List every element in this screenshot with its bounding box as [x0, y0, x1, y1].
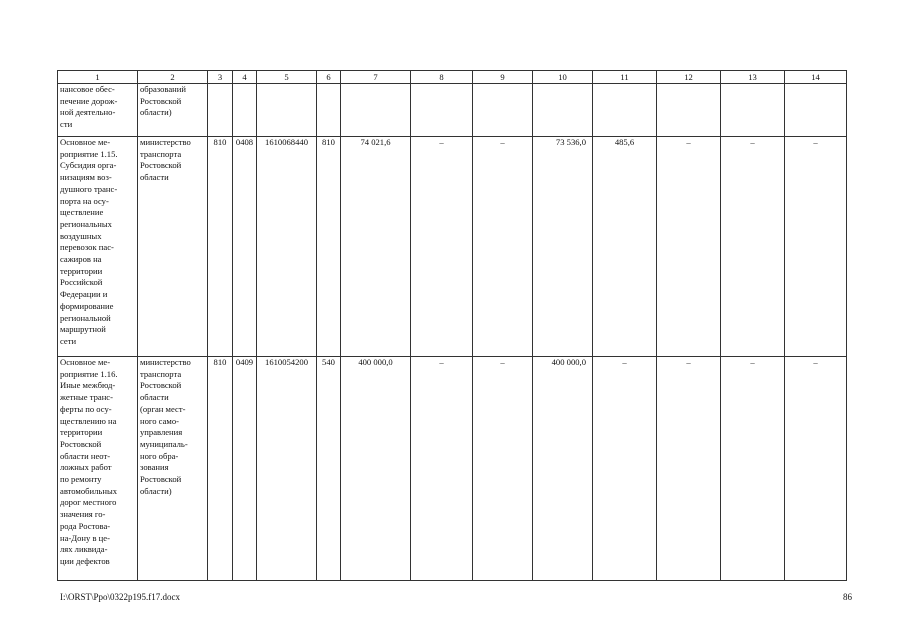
executor-cell: образований Ростовской области) — [138, 84, 208, 137]
column-number: 2 — [138, 71, 208, 84]
amount-cell: – — [657, 137, 721, 357]
vr-code-cell: 810 — [317, 137, 341, 357]
table-cell — [721, 84, 785, 137]
rzpr-code-cell: 0409 — [233, 357, 257, 581]
activity-name-cell: Основное ме- роприятие 1.16. Иные межбюд- жетные транс- ферты по осу- ществлению на территории Ростовской области неот- ложных работ по ремонту автомобильных дорог местного значения го- рода Ростова- на-Дону в це- лях ликвида- ции дефектов — [58, 357, 138, 581]
amount-cell: 400 000,0 — [533, 357, 593, 581]
amount-cell: – — [785, 137, 847, 357]
table-row — [58, 137, 847, 357]
column-number: 8 — [411, 71, 473, 84]
csr-code-cell: 1610068440 — [257, 137, 317, 357]
amount-cell: – — [473, 357, 533, 581]
amount-cell: – — [411, 357, 473, 581]
column-number: 6 — [317, 71, 341, 84]
table-cell — [657, 84, 721, 137]
amount-cell: – — [657, 357, 721, 581]
executor-cell: министерство транспорта Ростовской области — [138, 137, 208, 357]
column-number: 7 — [341, 71, 411, 84]
table-cell — [257, 84, 317, 137]
activity-name-cell: нансовое обес- печение дорож- ной деятельно- сти — [58, 84, 138, 137]
column-number: 4 — [233, 71, 257, 84]
table-cell — [341, 84, 411, 137]
table-cell — [593, 84, 657, 137]
amount-cell: – — [411, 137, 473, 357]
table-cell — [208, 84, 233, 137]
amount-cell: – — [721, 137, 785, 357]
executor-cell: министерство транспорта Ростовской области (орган мест- ного само- управления муниципаль- ного обра- зования Ростовской области) — [138, 357, 208, 581]
vr-code-cell: 540 — [317, 357, 341, 581]
grbs-code-cell: 810 — [208, 357, 233, 581]
page-number: 86 — [843, 592, 852, 602]
csr-code-cell: 1610054200 — [257, 357, 317, 581]
footer-file-path: I:\ORST\Ppo\0322p195.f17.docx — [60, 592, 181, 602]
table-cell — [473, 84, 533, 137]
activity-name-cell: Основное ме- роприятие 1.15. Субсидия орга- низациям воз- душного транс- порта на осу- ществление региональных воздушных перевозок пас- сажиров на территории Российской Федерации и формирование региональной маршрутной сети — [58, 137, 138, 357]
column-number: 9 — [473, 71, 533, 84]
table-cell — [533, 84, 593, 137]
table-cell — [317, 84, 341, 137]
column-number: 3 — [208, 71, 233, 84]
column-number: 5 — [257, 71, 317, 84]
grbs-code-cell: 810 — [208, 137, 233, 357]
column-number: 14 — [785, 71, 847, 84]
amount-cell: – — [721, 357, 785, 581]
amount-cell: 73 536,0 — [533, 137, 593, 357]
column-number: 13 — [721, 71, 785, 84]
amount-cell: 485,6 — [593, 137, 657, 357]
table-row — [58, 357, 847, 581]
rzpr-code-cell: 0408 — [233, 137, 257, 357]
column-number: 10 — [533, 71, 593, 84]
amount-cell: – — [593, 357, 657, 581]
total-amount-cell: 74 021,6 — [341, 137, 411, 357]
column-number-row — [58, 71, 847, 84]
table-row — [58, 84, 847, 137]
table-cell — [411, 84, 473, 137]
table-cell — [785, 84, 847, 137]
column-number: 11 — [593, 71, 657, 84]
amount-cell: – — [785, 357, 847, 581]
budget-table — [57, 70, 847, 581]
table-cell — [233, 84, 257, 137]
column-number: 1 — [58, 71, 138, 84]
amount-cell: – — [473, 137, 533, 357]
total-amount-cell: 400 000,0 — [341, 357, 411, 581]
column-number: 12 — [657, 71, 721, 84]
